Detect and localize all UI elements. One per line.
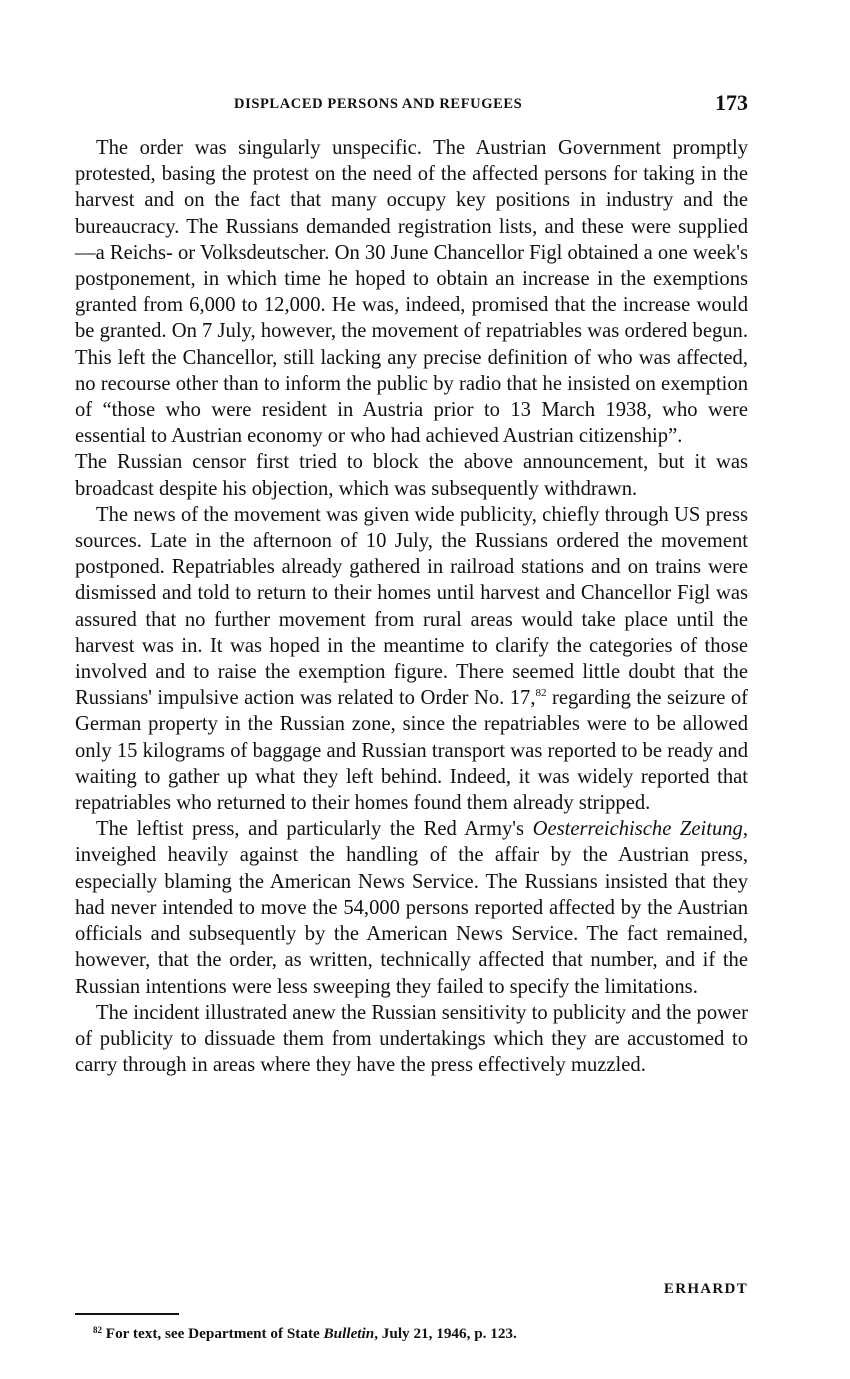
- author-signature: ERHARDT: [663, 1281, 748, 1297]
- footnote-publication: Bulletin: [323, 1325, 375, 1342]
- footnote-marker: 82: [93, 1325, 102, 1335]
- paragraph-3: [75, 502, 748, 816]
- page-number: 173: [715, 90, 748, 115]
- footnote-reference: 82: [535, 687, 547, 700]
- newspaper-title: Oesterreichische Zeitung: [532, 818, 743, 841]
- paragraph-5: The incident illustrated anew the Russian sensitivity to publicity and the power of publicity to dissuade them from undertakings which they are accustomed to carry through in areas where they have the press effectively muzzled.: [75, 1001, 748, 1077]
- paragraph-4-text-b: , inveighed heavily against the handling of the affair by the Austrian press, especially blaming the American News Service. The Russians insisted that they had never intended to move the 54,000 persons reported affected by the Austrian officials and subsequently by the American News Service. The fact remained, however, that the order, as written, technically affected that number, and if the Russian intentions were less sweeping they failed to specify the limitations.: [75, 818, 748, 998]
- paragraph-4: [75, 816, 748, 999]
- paragraph-3-text-a: The news of the movement was given wide publicity, chiefly through US press sources. Late in the afternoon of 10 July, the Russians ordered the movement postponed. Repatriables already gathered in railroad stations and on trains were dismissed and told to return to their homes until harvest and Chancellor Figl was assured that no further movement from rural areas would take place until the harvest was in. It was hoped in the meantime to clarify the categories of those involved and to raise the exemption figure. There seemed little doubt that the Russians' impulsive action was related to Order No. 17,: [75, 503, 748, 710]
- paragraph-2: The Russian censor first tried to block the above announcement, but it was broadcast despite his objection, which was subsequently withdrawn.: [75, 451, 748, 500]
- footnote-text-b: , July 21, 1946, p. 123.: [374, 1325, 517, 1342]
- paragraph-1: The order was singularly unspecific. The Austrian Government promptly protested, basing the protest on the need of the affected persons for taking in the harvest and on the fact that many occupy key positions in industry and the bureaucracy. The Russians demanded registration lists, and these were supplied—a Reichs- or Volksdeutscher. On 30 June Chancellor Figl obtained a one week's postponement, in which time he hoped to obtain an increase in the exemptions granted from 6,000 to 12,000. He was, indeed, promised that the increase would be granted. On 7 July, however, the movement of repatriables was ordered begun. This left the Chancellor, still lacking any precise definition of who was affected, no recourse other than to inform the public by radio that he insisted on exemption of “those who were resident in Austria prior to 13 March 1938, who were essential to Austrian economy or who had achieved Austrian citizenship”.: [75, 137, 748, 448]
- paragraph-3-text-b: regarding the seizure of German property in the Russian zone, since the repatriables were to be allowed only 15 kilograms of baggage and Russian transport was reported to be ready and waiting to gather up what they left behind. Indeed, it was widely reported that repatriables who returned to their homes found them already stripped.: [75, 687, 748, 815]
- running-head: DISPLACED PERSONS AND REFUGEES: [234, 96, 523, 112]
- footnote-divider: [75, 1313, 179, 1315]
- paragraph-4-text-a: The leftist press, and particularly the Red Army's: [96, 818, 533, 841]
- footnote: [93, 1325, 517, 1343]
- footnote-text-a: For text, see Department of State: [105, 1325, 324, 1342]
- page-header: [75, 90, 748, 120]
- body-text: [75, 135, 748, 1078]
